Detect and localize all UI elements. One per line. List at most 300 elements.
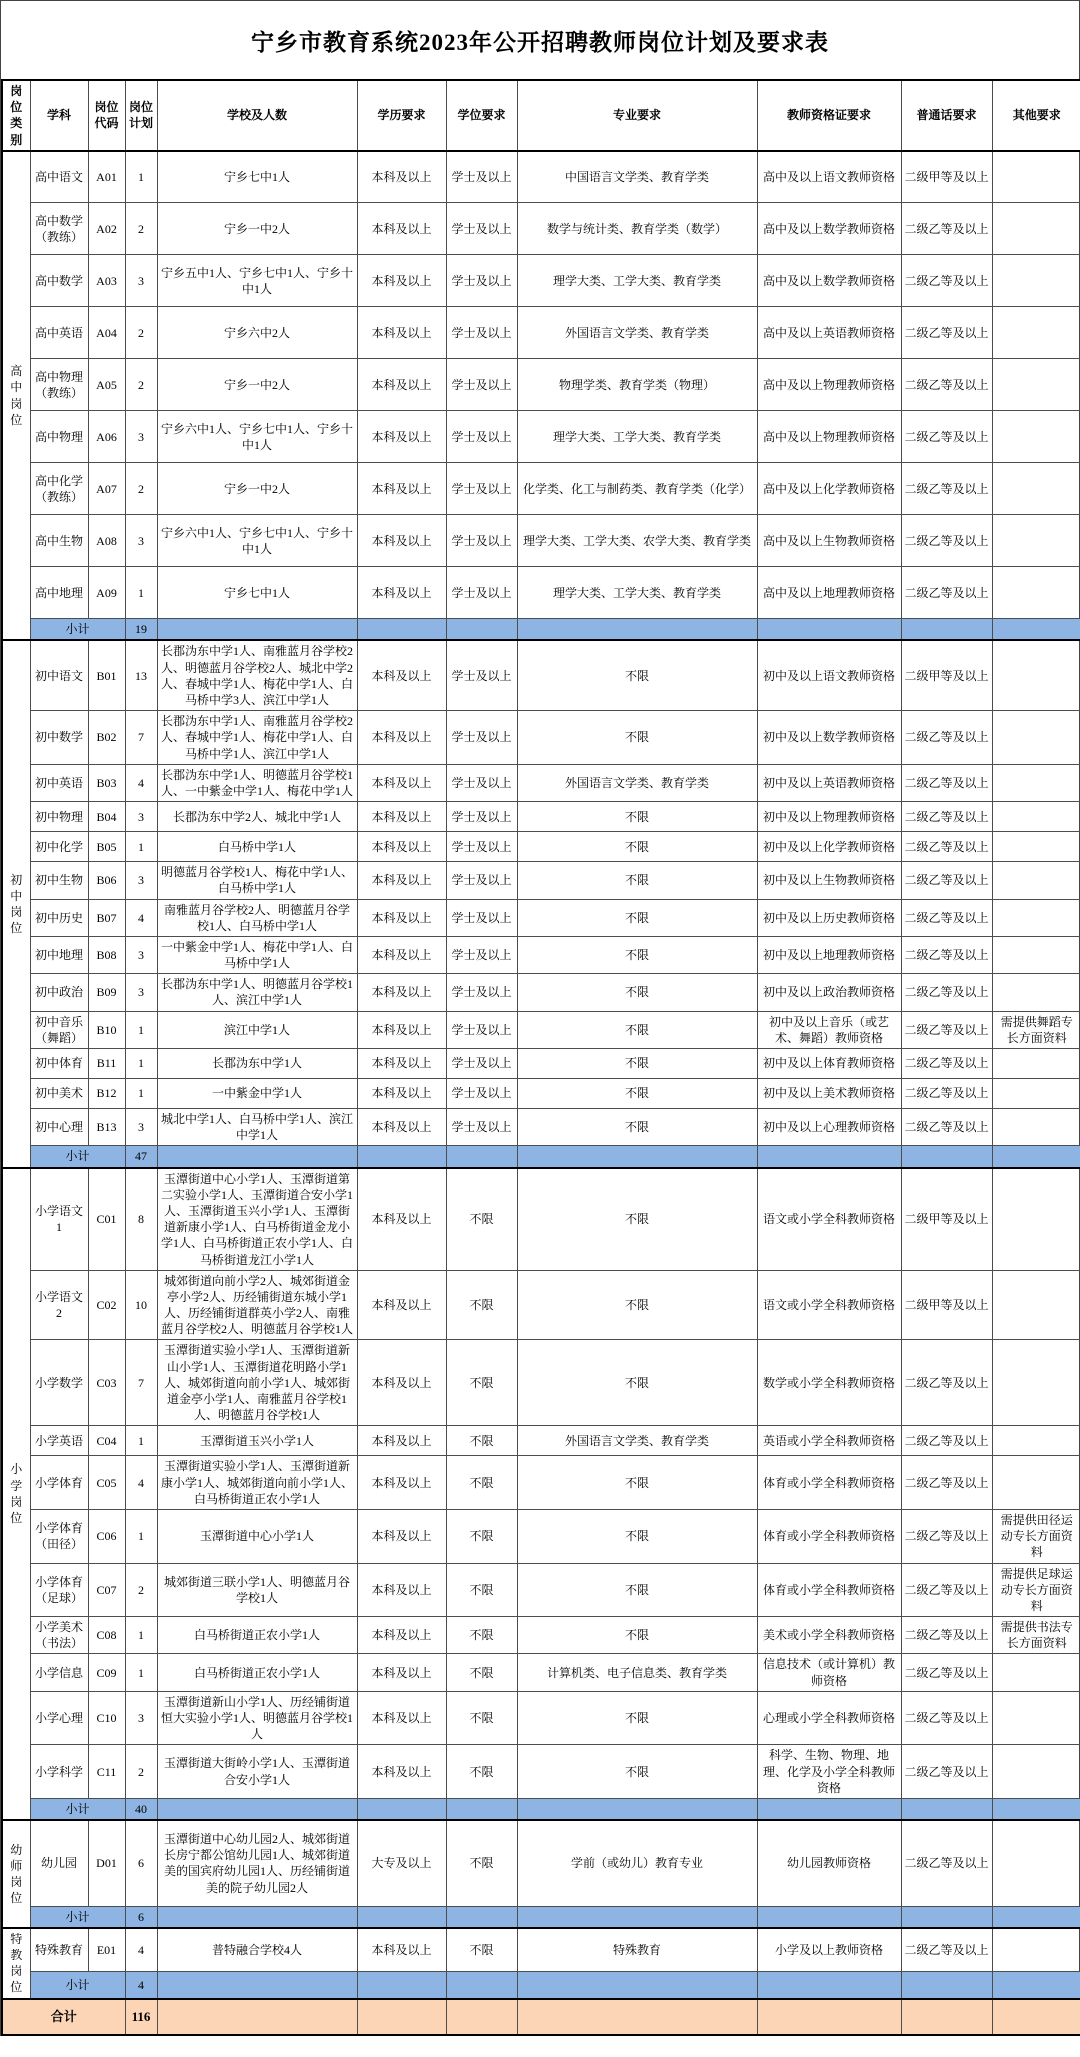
other-cell [992,802,1080,832]
major-cell: 数学与统计类、教育学类（数学） [517,203,757,255]
other-cell [992,1928,1080,1972]
education-cell: 本科及以上 [357,151,446,203]
education-cell: 本科及以上 [357,567,446,619]
degree-cell: 学士及以上 [446,151,517,203]
other-cell [992,899,1080,936]
subject-cell: 高中物理 [30,411,88,463]
degree-cell: 学士及以上 [446,411,517,463]
schools-cell: 白马桥街道正农小学1人 [157,1617,357,1654]
position-row [2,1928,1080,1972]
empty-cell [446,1146,517,1168]
cert-cell: 高中及以上语文教师资格 [757,151,901,203]
mandarin-cell: 二级乙等及以上 [901,899,992,936]
schools-cell: 玉潭街道中心幼儿园2人、城郊街道长房宁都公馆幼儿园1人、城郊街道美的国宾府幼儿园1人、历经铺街道美的院子幼儿园2人 [157,1820,357,1906]
position-row [2,411,1080,463]
schools-cell: 长郡沩东中学1人、南雅蓝月谷学校2人、明德蓝月谷学校2人、城北中学2人、春城中学1人、梅花中学1人、白马桥中学3人、滨江中学1人 [157,640,357,710]
major-cell: 不限 [517,832,757,862]
degree-cell: 学士及以上 [446,463,517,515]
empty-cell [757,1972,901,1999]
total-value: 116 [125,1999,157,2035]
plan-cell: 2 [125,307,157,359]
plan-cell: 8 [125,1168,157,1271]
subtotal-label: 小计 [30,1146,125,1168]
other-cell [992,359,1080,411]
degree-cell: 学士及以上 [446,711,517,765]
position-row [2,640,1080,710]
position-row [2,1270,1080,1340]
major-cell: 不限 [517,1011,757,1048]
empty-cell [757,619,901,641]
subtotal-value: 19 [125,619,157,641]
cert-cell: 初中及以上心理教师资格 [757,1109,901,1146]
cert-cell: 高中及以上生物教师资格 [757,515,901,567]
mandarin-cell: 二级甲等及以上 [901,1270,992,1340]
empty-cell [901,1798,992,1820]
degree-cell: 不限 [446,1928,517,1972]
empty-cell [992,619,1080,641]
degree-cell: 不限 [446,1270,517,1340]
schools-cell: 宁乡六中1人、宁乡七中1人、宁乡十中1人 [157,411,357,463]
subject-cell: 小学体育（足球） [30,1563,88,1617]
schools-cell: 宁乡一中2人 [157,203,357,255]
mandarin-cell: 二级乙等及以上 [901,1563,992,1617]
degree-cell: 学士及以上 [446,764,517,801]
cert-cell: 高中及以上物理教师资格 [757,359,901,411]
other-cell [992,255,1080,307]
cert-cell: 初中及以上生物教师资格 [757,862,901,899]
mandarin-cell: 二级乙等及以上 [901,936,992,973]
degree-cell: 不限 [446,1168,517,1271]
position-row [2,1691,1080,1745]
position-row [2,567,1080,619]
empty-cell [517,1906,757,1928]
empty-cell [901,619,992,641]
degree-cell: 学士及以上 [446,974,517,1011]
cert-cell: 初中及以上语文教师资格 [757,640,901,710]
major-cell: 计算机类、电子信息类、教育学类 [517,1654,757,1691]
degree-cell: 不限 [446,1456,517,1510]
other-cell [992,1745,1080,1799]
code-cell: B04 [88,802,125,832]
cert-cell: 语文或小学全科教师资格 [757,1168,901,1271]
schools-cell: 南雅蓝月谷学校2人、明德蓝月谷学校1人、白马桥中学1人 [157,899,357,936]
subtotal-value: 40 [125,1798,157,1820]
category-cell: 初中岗位 [2,640,30,1167]
total-row [2,1999,1080,2035]
code-cell: A09 [88,567,125,619]
code-cell: B03 [88,764,125,801]
education-cell: 本科及以上 [357,1109,446,1146]
subject-cell: 小学信息 [30,1654,88,1691]
subject-cell: 初中美术 [30,1079,88,1109]
plan-cell: 4 [125,764,157,801]
empty-cell [517,1999,757,2035]
schools-cell: 宁乡六中1人、宁乡七中1人、宁乡十中1人 [157,515,357,567]
education-cell: 本科及以上 [357,1011,446,1048]
cert-cell: 初中及以上历史教师资格 [757,899,901,936]
code-cell: C03 [88,1340,125,1426]
other-cell [992,711,1080,765]
subject-cell: 小学体育 [30,1456,88,1510]
category-cell: 高中岗位 [2,151,30,641]
schools-cell: 一中紫金中学1人、梅花中学1人、白马桥中学1人 [157,936,357,973]
empty-cell [901,1999,992,2035]
subject-cell: 初中物理 [30,802,88,832]
other-cell: 需提供书法专长方面资料 [992,1617,1080,1654]
subject-cell: 高中英语 [30,307,88,359]
cert-cell: 初中及以上政治教师资格 [757,974,901,1011]
position-row [2,899,1080,936]
education-cell: 本科及以上 [357,1426,446,1456]
mandarin-cell: 二级甲等及以上 [901,1168,992,1271]
column-header: 学校及人数 [157,80,357,151]
education-cell: 本科及以上 [357,832,446,862]
other-cell [992,1456,1080,1510]
empty-cell [357,1906,446,1928]
position-row [2,1563,1080,1617]
cert-cell: 美术或小学全科教师资格 [757,1617,901,1654]
other-cell [992,1049,1080,1079]
mandarin-cell: 二级乙等及以上 [901,1691,992,1745]
cert-cell: 科学、生物、物理、地理、化学及小学全科教师资格 [757,1745,901,1799]
empty-cell [992,1798,1080,1820]
education-cell: 本科及以上 [357,1563,446,1617]
code-cell: B07 [88,899,125,936]
education-cell: 大专及以上 [357,1820,446,1906]
position-row [2,1426,1080,1456]
header-row [2,80,1080,151]
subject-cell: 初中体育 [30,1049,88,1079]
education-cell: 本科及以上 [357,764,446,801]
code-cell: A02 [88,203,125,255]
code-cell: B09 [88,974,125,1011]
plan-cell: 1 [125,151,157,203]
degree-cell: 学士及以上 [446,255,517,307]
schools-cell: 宁乡七中1人 [157,151,357,203]
schools-cell: 玉潭街道中心小学1人 [157,1509,357,1563]
empty-cell [901,1906,992,1928]
major-cell: 学前（或幼儿）教育专业 [517,1820,757,1906]
code-cell: A01 [88,151,125,203]
other-cell [992,1168,1080,1271]
cert-cell: 初中及以上数学教师资格 [757,711,901,765]
table-header [2,80,1080,151]
mandarin-cell: 二级乙等及以上 [901,711,992,765]
major-cell: 不限 [517,1745,757,1799]
position-row [2,307,1080,359]
category-cell: 特教岗位 [2,1928,30,1999]
plan-cell: 1 [125,1654,157,1691]
position-row [2,151,1080,203]
major-cell: 不限 [517,711,757,765]
empty-cell [157,1146,357,1168]
subject-cell: 小学科学 [30,1745,88,1799]
plan-cell: 3 [125,974,157,1011]
plan-cell: 6 [125,1820,157,1906]
plan-cell: 4 [125,1456,157,1510]
empty-cell [157,619,357,641]
mandarin-cell: 二级乙等及以上 [901,1820,992,1906]
other-cell [992,862,1080,899]
plan-cell: 13 [125,640,157,710]
column-header: 普通话要求 [901,80,992,151]
position-row [2,802,1080,832]
empty-cell [357,1798,446,1820]
column-header: 专业要求 [517,80,757,151]
code-cell: C06 [88,1509,125,1563]
subtotal-value: 6 [125,1906,157,1928]
degree-cell: 学士及以上 [446,1079,517,1109]
schools-cell: 宁乡六中2人 [157,307,357,359]
empty-cell [446,619,517,641]
plan-cell: 3 [125,411,157,463]
subtotal-label: 小计 [30,1798,125,1820]
empty-cell [757,1798,901,1820]
degree-cell: 学士及以上 [446,640,517,710]
subject-cell: 初中化学 [30,832,88,862]
position-row [2,203,1080,255]
education-cell: 本科及以上 [357,1745,446,1799]
position-row [2,832,1080,862]
position-row [2,1654,1080,1691]
code-cell: B13 [88,1109,125,1146]
other-cell [992,1270,1080,1340]
subject-cell: 高中数学（教练） [30,203,88,255]
category-cell: 幼师岗位 [2,1820,30,1928]
plan-cell: 1 [125,567,157,619]
plan-cell: 1 [125,1617,157,1654]
other-cell [992,640,1080,710]
other-cell [992,1691,1080,1745]
major-cell: 不限 [517,1509,757,1563]
education-cell: 本科及以上 [357,974,446,1011]
code-cell: A05 [88,359,125,411]
cert-cell: 高中及以上数学教师资格 [757,255,901,307]
mandarin-cell: 二级乙等及以上 [901,515,992,567]
schools-cell: 玉潭街道新山小学1人、历经铺街道恒大实验小学1人、明德蓝月谷学校1人 [157,1691,357,1745]
plan-cell: 3 [125,862,157,899]
column-header: 其他要求 [992,80,1080,151]
major-cell: 不限 [517,899,757,936]
position-row [2,936,1080,973]
other-cell [992,1426,1080,1456]
other-cell [992,936,1080,973]
subtotal-label: 小计 [30,619,125,641]
cert-cell: 数学或小学全科教师资格 [757,1340,901,1426]
schools-cell: 长郡沩东中学1人、南雅蓝月谷学校2人、春城中学1人、梅花中学1人、白马桥中学1人、滨江中学1人 [157,711,357,765]
other-cell [992,463,1080,515]
plan-cell: 3 [125,936,157,973]
cert-cell: 心理或小学全科教师资格 [757,1691,901,1745]
education-cell: 本科及以上 [357,1340,446,1426]
subject-cell: 初中数学 [30,711,88,765]
cert-cell: 体育或小学全科教师资格 [757,1563,901,1617]
subtotal-label: 小计 [30,1972,125,1999]
position-row [2,515,1080,567]
schools-cell: 长郡沩东中学1人、明德蓝月谷学校1人、滨江中学1人 [157,974,357,1011]
code-cell: A03 [88,255,125,307]
cert-cell: 初中及以上地理教师资格 [757,936,901,973]
empty-cell [757,1146,901,1168]
cert-cell: 高中及以上地理教师资格 [757,567,901,619]
empty-cell [446,1972,517,1999]
cert-cell: 高中及以上数学教师资格 [757,203,901,255]
other-cell [992,1079,1080,1109]
code-cell: C09 [88,1654,125,1691]
subject-cell: 小学心理 [30,1691,88,1745]
major-cell: 不限 [517,1270,757,1340]
position-row [2,1456,1080,1510]
major-cell: 理学大类、工学大类、教育学类 [517,411,757,463]
column-header: 学位要求 [446,80,517,151]
subtotal-row [2,619,1080,641]
cert-cell: 初中及以上音乐（或艺术、舞蹈）教师资格 [757,1011,901,1048]
mandarin-cell: 二级乙等及以上 [901,1928,992,1972]
plan-cell: 3 [125,802,157,832]
mandarin-cell: 二级乙等及以上 [901,1509,992,1563]
degree-cell: 学士及以上 [446,307,517,359]
schools-cell: 城郊街道向前小学2人、城郊街道金亭小学2人、历经铺街道东城小学1人、历经铺街道群英小学2人、南雅蓝月谷学校2人、明德蓝月谷学校1人 [157,1270,357,1340]
degree-cell: 不限 [446,1563,517,1617]
schools-cell: 长郡沩东中学1人、明德蓝月谷学校1人、一中紫金中学1人、梅花中学1人 [157,764,357,801]
code-cell: A07 [88,463,125,515]
schools-cell: 滨江中学1人 [157,1011,357,1048]
position-row [2,974,1080,1011]
schools-cell: 玉潭街道大街岭小学1人、玉潭街道合安小学1人 [157,1745,357,1799]
other-cell [992,203,1080,255]
code-cell: C11 [88,1745,125,1799]
schools-cell: 玉潭街道实验小学1人、玉潭街道新山小学1人、玉潭街道花明路小学1人、城郊街道向前小学1人、城郊街道金亭小学1人、南雅蓝月谷学校1人、明德蓝月谷学校1人 [157,1340,357,1426]
education-cell: 本科及以上 [357,711,446,765]
empty-cell [517,619,757,641]
mandarin-cell: 二级乙等及以上 [901,1426,992,1456]
position-row [2,862,1080,899]
education-cell: 本科及以上 [357,1928,446,1972]
empty-cell [992,1972,1080,1999]
cert-cell: 语文或小学全科教师资格 [757,1270,901,1340]
column-header: 岗位类别 [2,80,30,151]
education-cell: 本科及以上 [357,1691,446,1745]
cert-cell: 体育或小学全科教师资格 [757,1509,901,1563]
position-row [2,1109,1080,1146]
schools-cell: 宁乡五中1人、宁乡七中1人、宁乡十中1人 [157,255,357,307]
major-cell: 外国语言文学类、教育学类 [517,764,757,801]
major-cell: 不限 [517,1168,757,1271]
degree-cell: 学士及以上 [446,1049,517,1079]
subtotal-value: 47 [125,1146,157,1168]
plan-cell: 4 [125,1928,157,1972]
code-cell: A04 [88,307,125,359]
position-row [2,1049,1080,1079]
position-row [2,463,1080,515]
other-cell [992,151,1080,203]
plan-cell: 1 [125,1011,157,1048]
code-cell: C08 [88,1617,125,1654]
column-header: 岗位计划 [125,80,157,151]
subject-cell: 初中语文 [30,640,88,710]
other-cell [992,1654,1080,1691]
schools-cell: 一中紫金中学1人 [157,1079,357,1109]
mandarin-cell: 二级乙等及以上 [901,974,992,1011]
major-cell: 化学类、化工与制药类、教育学类（化学） [517,463,757,515]
mandarin-cell: 二级乙等及以上 [901,463,992,515]
mandarin-cell: 二级乙等及以上 [901,1049,992,1079]
major-cell: 不限 [517,1691,757,1745]
code-cell: D01 [88,1820,125,1906]
mandarin-cell: 二级乙等及以上 [901,1745,992,1799]
major-cell: 不限 [517,1079,757,1109]
position-row [2,1011,1080,1048]
plan-cell: 2 [125,359,157,411]
schools-cell: 明德蓝月谷学校1人、梅花中学1人、白马桥中学1人 [157,862,357,899]
cert-cell: 初中及以上物理教师资格 [757,802,901,832]
subject-cell: 高中物理（教练） [30,359,88,411]
subject-cell: 高中数学 [30,255,88,307]
other-cell [992,515,1080,567]
schools-cell: 城北中学1人、白马桥中学1人、滨江中学1人 [157,1109,357,1146]
mandarin-cell: 二级乙等及以上 [901,307,992,359]
empty-cell [517,1146,757,1168]
subtotal-row [2,1972,1080,1999]
code-cell: C10 [88,1691,125,1745]
cert-cell: 高中及以上英语教师资格 [757,307,901,359]
mandarin-cell: 二级乙等及以上 [901,1340,992,1426]
education-cell: 本科及以上 [357,1168,446,1271]
plan-cell: 1 [125,832,157,862]
total-label: 合计 [2,1999,125,2035]
education-cell: 本科及以上 [357,1617,446,1654]
education-cell: 本科及以上 [357,802,446,832]
major-cell: 不限 [517,1109,757,1146]
education-cell: 本科及以上 [357,862,446,899]
position-row [2,1509,1080,1563]
empty-cell [992,1906,1080,1928]
subject-cell: 初中政治 [30,974,88,1011]
major-cell: 物理学类、教育学类（物理） [517,359,757,411]
schools-cell: 城郊街道三联小学1人、明德蓝月谷学校1人 [157,1563,357,1617]
cert-cell: 英语或小学全科教师资格 [757,1426,901,1456]
code-cell: B08 [88,936,125,973]
education-cell: 本科及以上 [357,1270,446,1340]
empty-cell [446,1906,517,1928]
schools-cell: 白马桥街道正农小学1人 [157,1654,357,1691]
code-cell: C01 [88,1168,125,1271]
cert-cell: 体育或小学全科教师资格 [757,1456,901,1510]
schools-cell: 宁乡七中1人 [157,567,357,619]
degree-cell: 学士及以上 [446,203,517,255]
position-row [2,1820,1080,1906]
position-row [2,1079,1080,1109]
mandarin-cell: 二级乙等及以上 [901,1456,992,1510]
schools-cell: 宁乡一中2人 [157,463,357,515]
plan-cell: 1 [125,1079,157,1109]
position-row [2,764,1080,801]
degree-cell: 学士及以上 [446,1011,517,1048]
plan-cell: 3 [125,1691,157,1745]
position-row [2,1617,1080,1654]
other-cell [992,567,1080,619]
degree-cell: 不限 [446,1340,517,1426]
other-cell: 需提供足球运动专长方面资料 [992,1563,1080,1617]
schools-cell: 玉潭街道实验小学1人、玉潭街道新康小学1人、城郊街道向前小学1人、白马桥街道正农小学1人 [157,1456,357,1510]
position-row [2,359,1080,411]
education-cell: 本科及以上 [357,1654,446,1691]
degree-cell: 不限 [446,1654,517,1691]
major-cell: 理学大类、工学大类、教育学类 [517,567,757,619]
code-cell: E01 [88,1928,125,1972]
major-cell: 不限 [517,936,757,973]
mandarin-cell: 二级乙等及以上 [901,1109,992,1146]
